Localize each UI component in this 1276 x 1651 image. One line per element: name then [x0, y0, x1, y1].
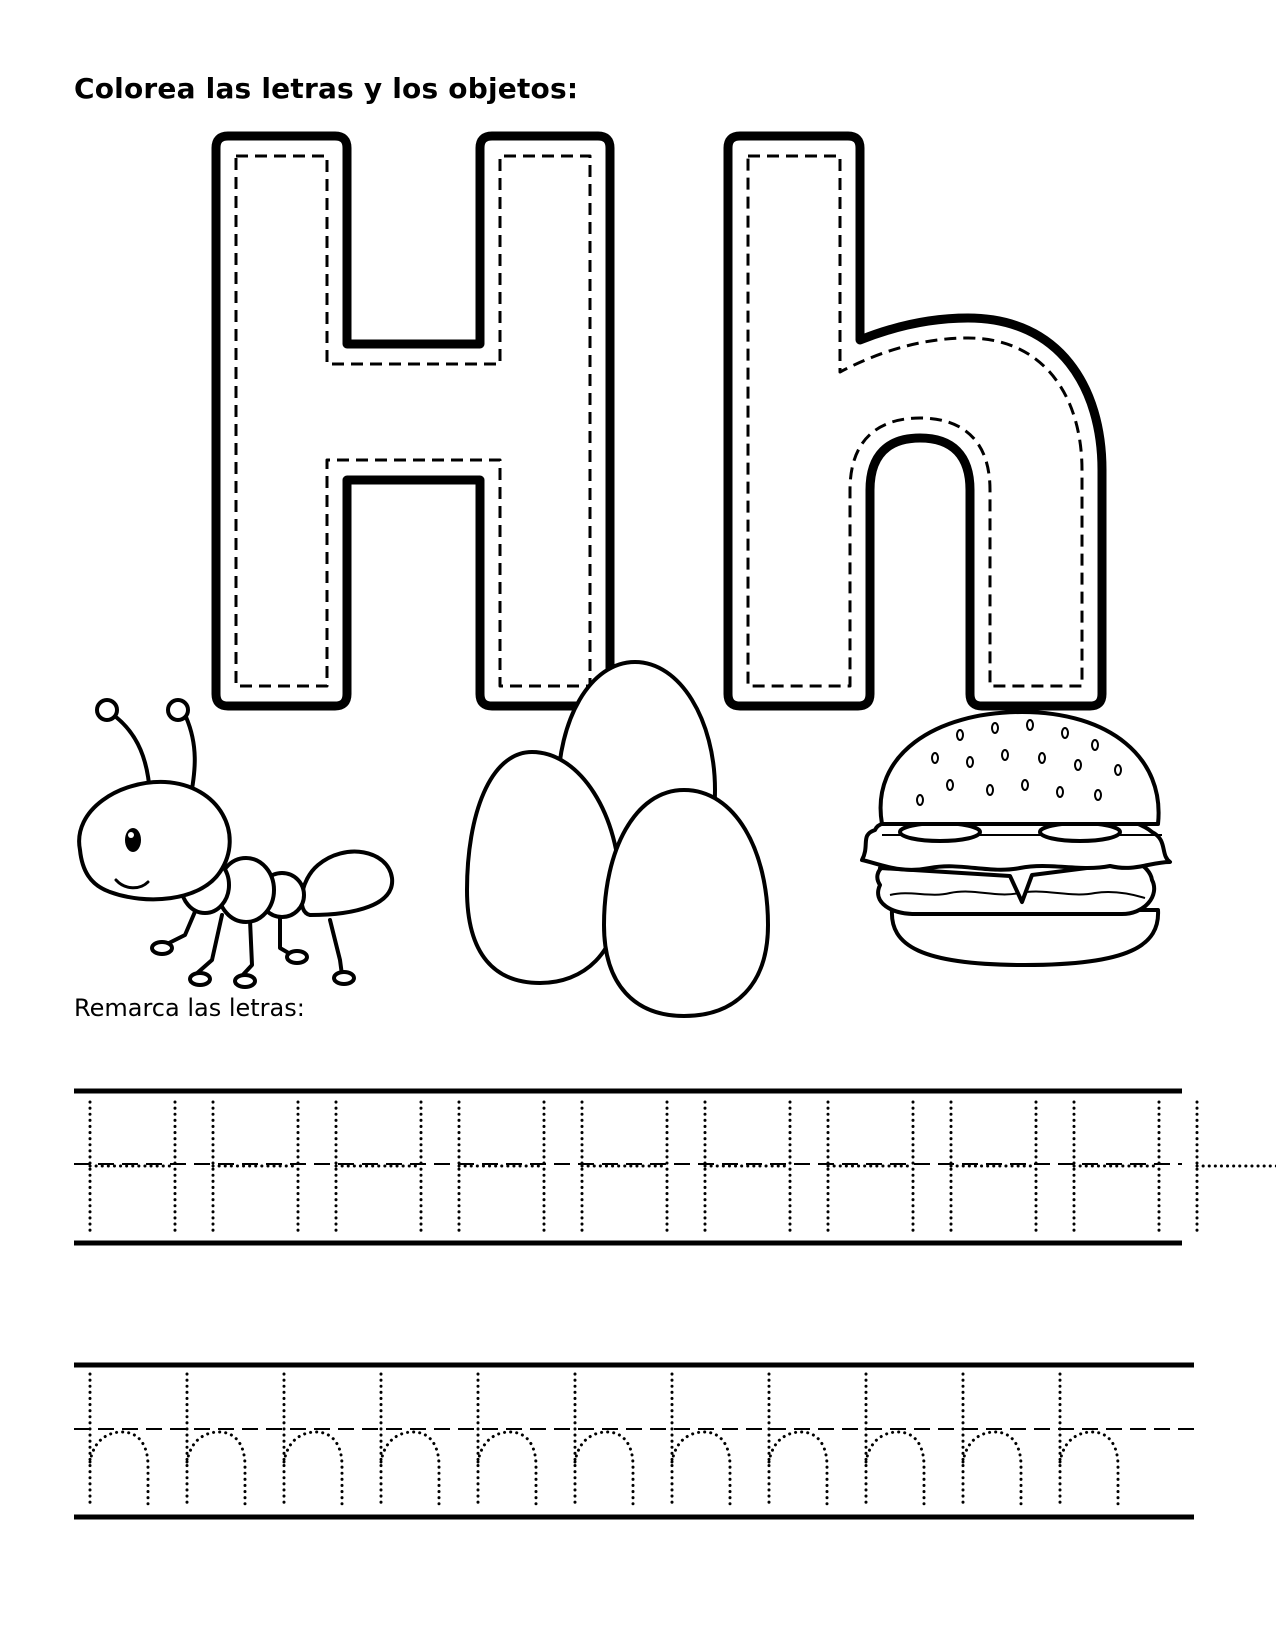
trace-letter-lowercase[interactable]	[575, 1374, 633, 1506]
trace-instruction: Remarca las letras:	[74, 994, 305, 1022]
color-instruction: Colorea las letras y los objetos:	[74, 72, 579, 105]
trace-letter-uppercase[interactable]	[1074, 1102, 1159, 1232]
trace-letter-lowercase[interactable]	[187, 1374, 245, 1506]
trace-letter-lowercase[interactable]	[769, 1374, 827, 1506]
trace-letter-uppercase[interactable]	[951, 1102, 1036, 1232]
trace-letter-lowercase[interactable]	[381, 1374, 439, 1506]
trace-letter-lowercase[interactable]	[1060, 1374, 1118, 1506]
big-letter-lowercase	[728, 136, 1102, 706]
trace-letter-uppercase[interactable]	[336, 1102, 421, 1232]
trace-letter-uppercase[interactable]	[213, 1102, 298, 1232]
tracing-row-lowercase[interactable]	[74, 1365, 1194, 1517]
trace-letter-lowercase[interactable]	[672, 1374, 730, 1506]
trace-letter-uppercase[interactable]	[705, 1102, 790, 1232]
trace-letter-uppercase[interactable]	[582, 1102, 667, 1232]
trace-letter-lowercase[interactable]	[866, 1374, 924, 1506]
trace-letter-lowercase[interactable]	[963, 1374, 1021, 1506]
trace-letter-lowercase[interactable]	[284, 1374, 342, 1506]
big-letter-uppercase	[216, 136, 610, 706]
big-letter-uppercase-text	[0, 0, 1, 1]
eggs-icon	[467, 662, 768, 1016]
trace-letter-lowercase[interactable]	[478, 1374, 536, 1506]
trace-letter-lowercase[interactable]	[90, 1374, 148, 1506]
trace-letter-uppercase[interactable]	[828, 1102, 913, 1232]
hamburger-icon	[862, 712, 1170, 965]
tracing-row-uppercase[interactable]	[74, 1091, 1276, 1243]
trace-letter-uppercase[interactable]	[90, 1102, 175, 1232]
ant-icon	[79, 700, 392, 987]
trace-letter-uppercase[interactable]	[459, 1102, 544, 1232]
trace-letter-uppercase[interactable]	[1197, 1102, 1276, 1232]
